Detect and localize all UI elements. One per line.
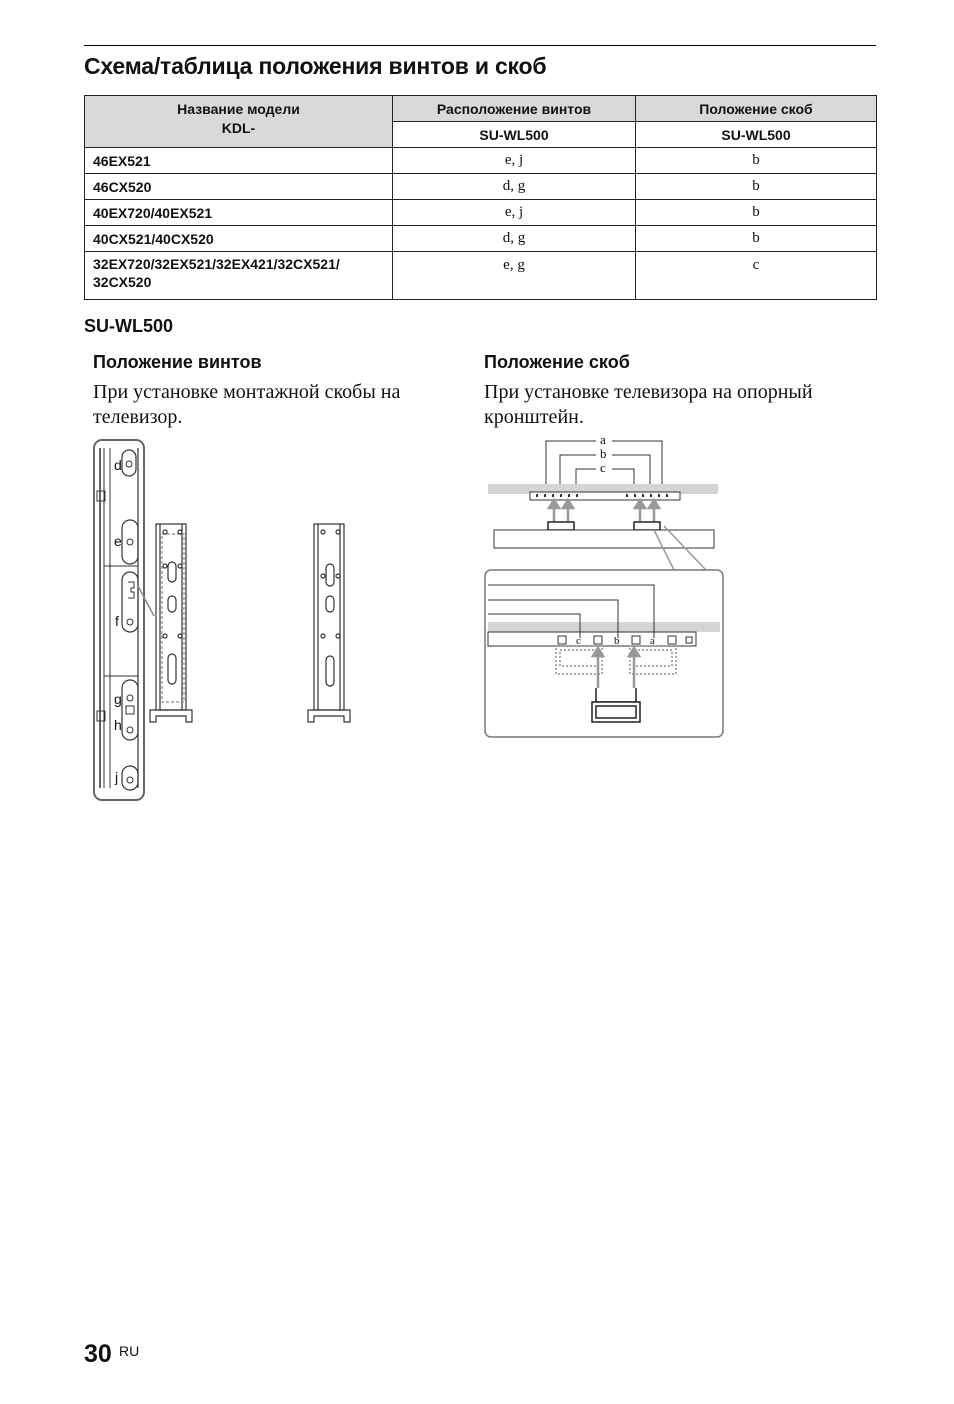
row-hook: b — [636, 200, 877, 226]
screw-heading: Положение винтов — [93, 352, 262, 372]
row-screw: d, g — [393, 174, 636, 200]
hook-description-line2: кронштейн. — [484, 406, 584, 428]
header-screw: Расположение винтов — [393, 96, 636, 122]
row-hook: c — [636, 252, 877, 300]
table-row — [85, 226, 877, 252]
screw-position-diagram — [88, 436, 368, 806]
row-model: 40CX521/40CX520 — [85, 226, 393, 252]
label-h: h — [114, 717, 122, 733]
row-model: 40EX720/40EX521 — [85, 200, 393, 226]
table-row — [85, 200, 877, 226]
top-rule — [84, 45, 876, 46]
label-f: f — [115, 613, 119, 629]
page-number: 30 — [84, 1340, 112, 1368]
table-row — [85, 252, 877, 300]
header-model-prefix: KDL- — [221, 120, 256, 136]
label-b: b — [600, 446, 607, 461]
row-screw: d, g — [393, 226, 636, 252]
table-row — [85, 174, 877, 200]
zoom-label-b: b — [614, 635, 620, 647]
row-screw: e, j — [393, 200, 636, 226]
label-j: j — [115, 769, 119, 785]
row-screw: e, j — [393, 148, 636, 174]
screw-description — [93, 380, 400, 430]
row-hook: b — [636, 174, 877, 200]
table-row — [85, 148, 877, 174]
header-model — [85, 96, 393, 148]
subheader-hook: SU-WL500 — [636, 122, 877, 148]
bracket-1 — [150, 524, 192, 722]
zoom-label-a: a — [650, 635, 655, 647]
label-a: a — [600, 432, 606, 447]
row-model: 46CX520 — [85, 174, 393, 200]
row-screw: e, g — [393, 252, 636, 300]
screw-description-line2: телевизор. — [93, 406, 183, 428]
row-hook: b — [636, 148, 877, 174]
table-header-row — [85, 96, 877, 122]
zoom-frame — [94, 440, 144, 800]
label-c: c — [600, 460, 606, 475]
hook-position-diagram — [484, 430, 734, 742]
hook-description-line1: При установке телевизора на опорный — [484, 381, 813, 403]
screw-description-line1: При установке монтажной скобы на — [93, 381, 401, 403]
subheader-screw: SU-WL500 — [393, 122, 636, 148]
label-d: d — [114, 457, 122, 473]
row-model: 46EX521 — [85, 148, 393, 174]
label-g: g — [114, 691, 122, 707]
hook-heading: Положение скоб — [484, 352, 630, 372]
hook-description — [484, 380, 813, 430]
header-hook: Положение скоб — [636, 96, 877, 122]
row-hook: b — [636, 226, 877, 252]
label-e: e — [114, 533, 122, 549]
page-title: Схема/таблица положения винтов и скоб — [84, 53, 547, 79]
wall-bracket — [494, 530, 714, 548]
section-title: SU-WL500 — [84, 316, 174, 336]
row-model-line1: 32EX720/32EX521/32EX421/32CX521/ — [93, 256, 340, 272]
bracket-2 — [308, 524, 350, 722]
page-language: RU — [119, 1343, 140, 1359]
row-model — [85, 252, 393, 300]
screw-hook-table — [84, 95, 877, 300]
row-model-line2: 32CX520 — [93, 274, 152, 290]
header-model-label: Название модели — [177, 101, 300, 117]
zoom-label-c: c — [576, 635, 581, 647]
